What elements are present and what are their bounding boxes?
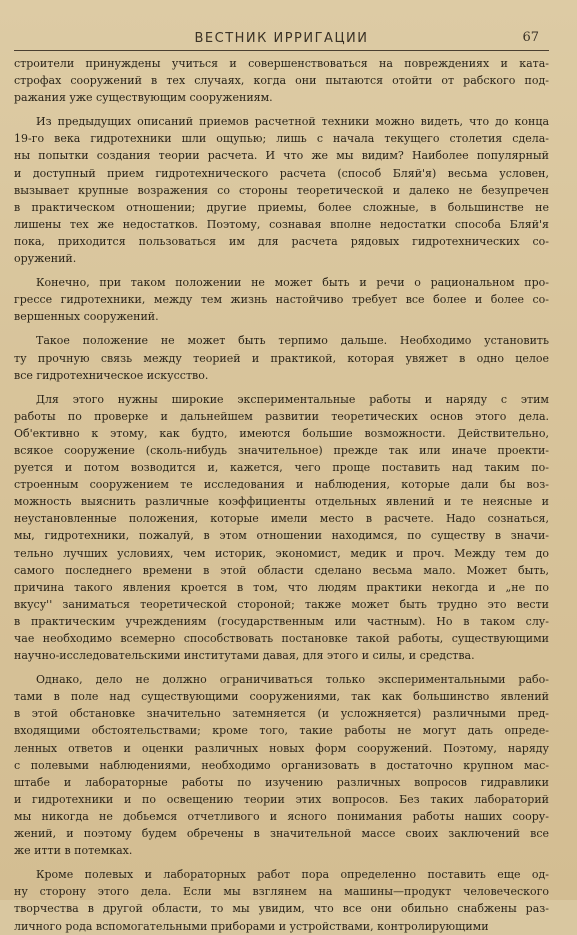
text-line: вершенных сооружений.	[14, 310, 159, 324]
text-line: штабе и лабораторные работы по изучению различных вопросов гидравлики	[14, 775, 549, 789]
text-line: Такое положение не может быть терпимо дальше. Необходимо установить	[36, 334, 549, 348]
text-line: руется и потом возводится и, кажется, чего проще поставить над таким по-	[14, 461, 549, 475]
text-line: 19-го века гидротехники шли ощупью; лишь с начала текущего столетия сдела-	[14, 132, 549, 146]
text-line: мы никогда не добьемся отчетливого и ясного понимания работы наших соору-	[14, 809, 549, 823]
text-line: причина такого явления кроется в том, что людям практики некогда и „не по	[14, 580, 549, 594]
text-line: научно-исследовательскими институтами давая, для этого и силы, и средства.	[14, 649, 475, 663]
text-line: строфах сооружений в тех случаях, когда они пытаются отойти от рабского под-	[14, 74, 549, 88]
paragraph	[14, 55, 549, 106]
text-line: пока, приходится пользоваться им для расчета рядовых гидротехнических со-	[14, 234, 549, 248]
text-line: ражания уже существующим сооружениям.	[14, 91, 273, 105]
text-line: ну сторону этого дела. Если мы взглянем на машины—продукт человеческого	[14, 885, 549, 899]
text-line: тельно лучших условиях, чем историк, экономист, медик и проч. Между тем до	[14, 546, 549, 560]
text-line: Конечно, при таком положении не может быть и речи о рациональном про-	[36, 276, 549, 290]
text-line: работы по проверке и дальнейшем развитии теоретических основ этого дела.	[14, 409, 549, 423]
paragraph	[14, 113, 549, 267]
text-line: строители принуждены учиться и совершенствоваться на повреждениях и ката-	[14, 57, 549, 70]
paragraph	[14, 274, 549, 325]
text-line: самого последнего времени в этой области сделано весьма мало. Может быть,	[14, 563, 549, 577]
page-number: 67	[522, 30, 539, 45]
journal-title: ВЕСТНИК ИРРИГАЦИИ	[194, 31, 369, 46]
text-line: ту прочную связь между теорией и практикой, которая увяжет в одно целое	[14, 351, 549, 365]
text-line: грессе гидротехники, между тем жизнь настойчиво требует все более и более со-	[14, 293, 549, 307]
text-line: можность выяснить различные коэффициенты отдельных явлений и те неясные и	[14, 495, 549, 509]
paragraph	[14, 391, 549, 665]
text-line: Однако, дело не должно ограничиваться только экспериментальными рабо-	[36, 673, 549, 687]
text-line: личного рода вспомогательными приборами и устройствами, контролирующими	[14, 919, 489, 933]
text-line: и доступный прием гидротехнического расчета (способ Бляй'я) весьма условен,	[14, 166, 549, 180]
text-line: тами в поле над существующими сооружениями, так как большинство явлений	[14, 690, 549, 704]
text-line: творчества в другой области, то мы увидим, что все они обильно снабжены раз-	[14, 902, 549, 916]
running-header	[14, 26, 549, 51]
text-line: вызывает крупные возражения со стороны теоретической и далеко не безупречен	[14, 183, 549, 197]
text-line: всякое сооружение (сколь-нибудь значительное) прежде так или иначе проекти-	[14, 443, 549, 457]
text-line: входящими обстоятельствами; кроме того, такие работы не могут дать опреде-	[14, 724, 549, 738]
text-line: вкусу'' заниматься теоретической стороной; также может быть трудно это вести	[14, 597, 549, 611]
text-line: в практическом отношении; другие приемы, более сложные, в большинстве не	[14, 200, 549, 214]
text-line: в этой обстановке значительно затемняется (и усложняется) различными пред-	[14, 707, 549, 721]
text-line: Из предыдущих описаний приемов расчетной техники можно видеть, что до конца	[36, 115, 549, 129]
text-line: все гидротехническое искусство.	[14, 368, 209, 382]
text-line: лишены тех же недостатков. Поэтому, сознавая вполне недостатки способа Бляй'я	[14, 217, 549, 231]
text-line: строенным сооружением те исследования и наблюдения, которые дали бы воз-	[14, 478, 549, 492]
text-line: и гидротехники и по освещению теории этих вопросов. Без таких лабораторий	[14, 792, 549, 806]
text-line: жений, и поэтому будем обречены в значительной массе своих заключений все	[14, 827, 549, 841]
text-line: Об'ективно к этому, как будто, имеются большие возможности. Действительно,	[14, 426, 549, 440]
paragraph	[14, 866, 549, 934]
text-line: оружений.	[14, 252, 77, 266]
text-line: Кроме полевых и лабораторных работ пора определенно поставить еще од-	[36, 868, 549, 882]
body-text	[14, 55, 549, 935]
text-line: с полевыми наблюдениями, необходимо организовать в достаточно крупном мас-	[14, 758, 549, 772]
text-line: неустановленные положения, которые имели место в расчете. Надо сознаться,	[14, 512, 549, 526]
paragraph	[14, 332, 549, 383]
text-line: Для этого нужны широкие экспериментальные работы и наряду с этим	[36, 392, 549, 406]
text-line: мы, гидротехники, пожалуй, в этом отношении находимся, по существу в значи-	[14, 529, 549, 543]
text-line: ны попытки создания теории расчета. И что же мы видим? Наиболее популярный	[14, 149, 549, 163]
text-line: чае необходимо всемерно способствовать постановке такой работы, существующими	[14, 632, 549, 645]
text-line: в практическим учреждениям (государственным или частным). Но в таком слу-	[14, 614, 549, 628]
paragraph	[14, 671, 549, 859]
text-line: ленных ответов и оценки различных новых форм сооружений. Поэтому, наряду	[14, 741, 549, 755]
text-line: же итти в потемках.	[14, 844, 133, 858]
